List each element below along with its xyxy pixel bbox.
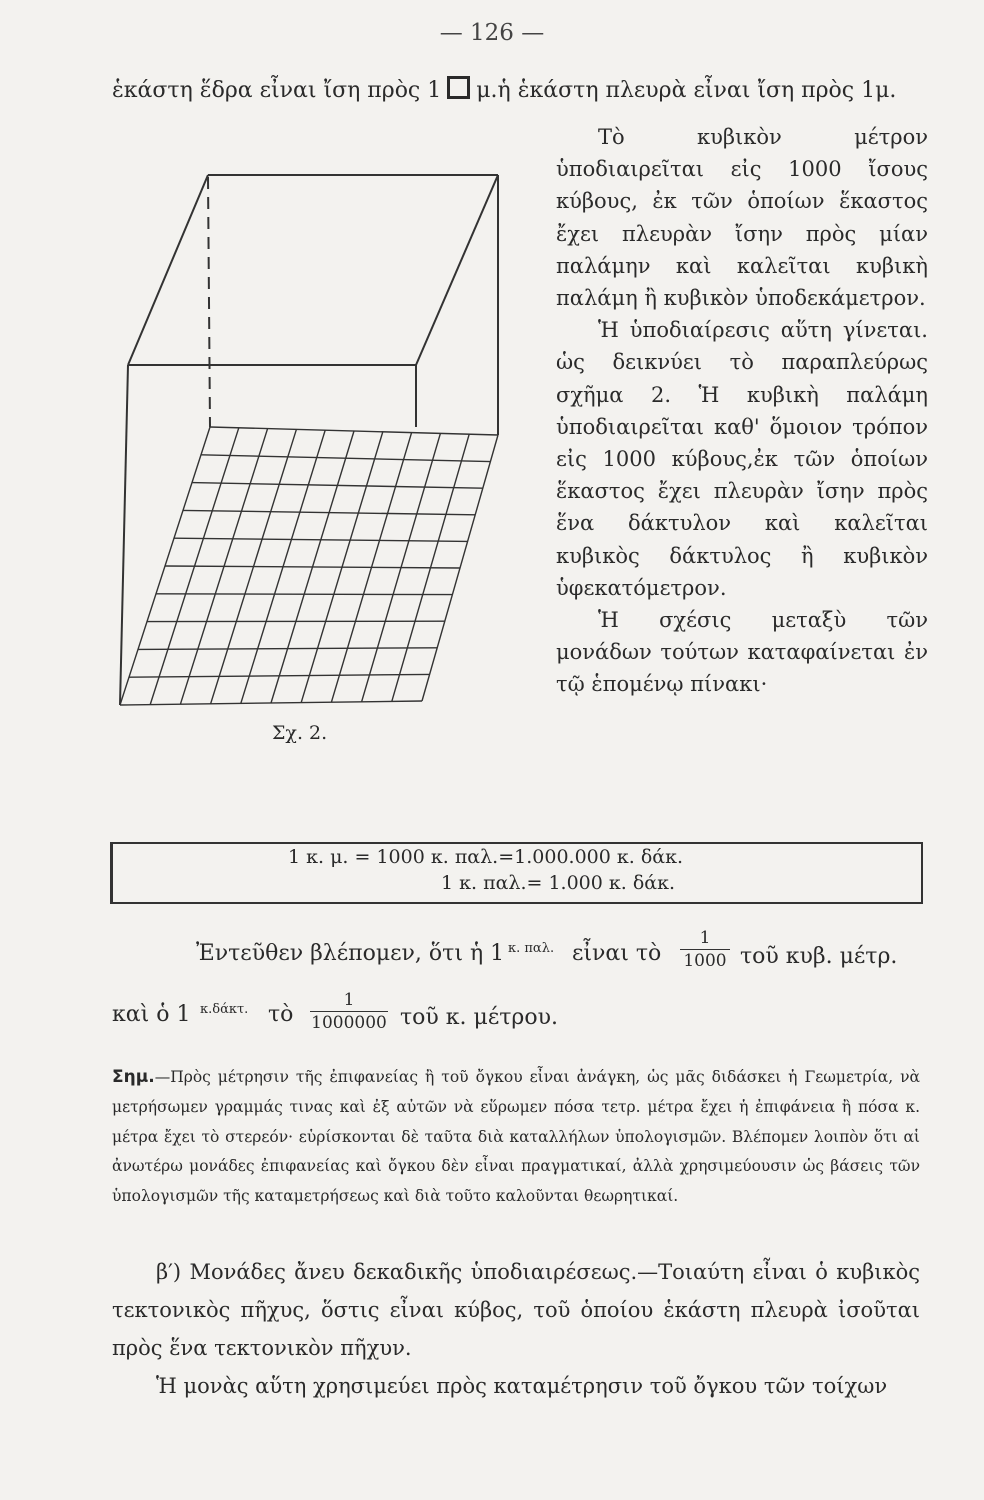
fraction-denominator: 1000 xyxy=(683,951,727,971)
note-label: Σημ. xyxy=(112,1067,155,1087)
fraction-bar xyxy=(310,1011,388,1012)
paragraph-1: Τὸ κυβικὸν μέτρον ὑποδιαιρεῖται εἰς 1000 ἴσους κύβους, ἐκ τῶν ὁποίων ἕκαστος ἔχει πλευρὰν ἴσην πρὸς μίαν παλάμην καὶ καλεῖται κυβικὴ παλάμη ἢ κυβικὸν ὑποδεκάμετρον. xyxy=(556,125,928,311)
fraction-numerator: 1 xyxy=(343,990,355,1010)
equation-2-suffix: τοῦ κ. μέτρου. xyxy=(400,1005,558,1030)
top-line-right: μ.ἡ ἑκάστη πλευρὰ εἶναι ἴση πρὸς 1μ. xyxy=(476,78,897,103)
cube-edge xyxy=(128,175,208,365)
paragraph-2: Ἡ ὑποδιαίρεσις αὕτη γίνεται. ὡς δεικνύει τὸ παραπλεύρως σχῆμα 2. Ἡ κυβικὴ παλάμη ὑποδιαιρεῖται καθ' ὅμοιον τρόπον εἰς 1000 κύβους,ἐκ τῶν ὁποίων ἕκαστος ἔχει πλευρὰν ἴσην πρὸς ἕνα δάκτυλον καὶ καλεῖται κυβικὸς δάκτυλος ἢ κυβικὸν ὑφεκατόμετρον. xyxy=(556,318,928,600)
equation-2-mid: τὸ xyxy=(268,1002,294,1027)
grid-row-line xyxy=(138,648,437,650)
equation-1-prefix: Ἐντεῦθεν βλέπομεν, ὅτι ἡ 1 xyxy=(196,941,505,966)
table-row-2: 1 κ. παλ.= 1.000 κ. δάκ. xyxy=(441,872,676,894)
equation-1-fraction xyxy=(680,928,730,971)
equation-2-unit: κ.δάκτ. xyxy=(200,1002,249,1017)
note-text: —Πρὸς μέτρησιν τῆς ἐπιφανείας ἢ τοῦ ὄγκου εἶναι ἀνάγκη, ὡς μᾶς διδάσκει ἡ Γεωμετρία, νὰ μετρήσωμεν γραμμάς τινας καὶ ἐξ αὐτῶν νὰ εὕρωμεν πόσα τετρ. μέτρα ἔχει ἡ ἐπιφάνεια ἢ πόσα κ. μέτρα ἔχει τὸ στερεόν· εὑρίσκονται δὲ ταῦτα διὰ καταλλήλων ὑπολογισμῶν. Βλέπομεν λοιπὸν ὅτι αἱ ἀνωτέρω μονάδες ἐπιφανείας καὶ ὄγκου δὲν εἶναι πραγματικαί, ἀλλὰ χρησιμεύουσιν ὡς βάσεις τῶν ὑπολογισμῶν τῆς καταμετρήσεως καὶ διὰ τοῦτο καλοῦνται θεωρητικαί. xyxy=(112,1068,920,1206)
square-symbol-icon xyxy=(447,76,470,99)
fraction-denominator: 1000000 xyxy=(311,1013,387,1033)
fraction-numerator: 1 xyxy=(699,928,711,948)
table-row-1: 1 κ. μ. = 1000 κ. παλ.=1.000.000 κ. δάκ. xyxy=(288,846,684,868)
right-column xyxy=(556,121,928,701)
section-paragraph-2: Ἡ μονὰς αὕτη χρησιμεύει πρὸς καταμέτρησιν τοῦ ὄγκου τῶν τοίχων xyxy=(156,1374,888,1398)
figure-caption: Σχ. 2. xyxy=(272,722,328,744)
paragraph-3: Ἡ σχέσις μεταξὺ τῶν μονάδων τούτων καταφαίνεται ἐν τῷ ἑπομένῳ πίνακι· xyxy=(556,608,928,697)
cube-grid-figure xyxy=(110,165,510,725)
grid-lines xyxy=(120,427,498,705)
top-line xyxy=(112,76,896,103)
equation-1-suffix: τοῦ κυβ. μέτρ. xyxy=(740,944,898,969)
equation-1-mid: εἶναι τὸ xyxy=(572,941,662,966)
equation-2-prefix: καὶ ὁ 1 xyxy=(112,1002,191,1027)
equation-1-unit: κ. παλ. xyxy=(508,941,555,956)
page-number: — 126 — xyxy=(439,20,545,46)
fraction-bar xyxy=(680,949,730,950)
section-paragraph-1: β′) Μονάδες ἄνευ δεκαδικῆς ὑποδιαιρέσεως.—Τοιαύτη εἶναι ὁ κυβικὸς τεκτονικὸς πῆχυς, ὅστις εἶναι κύβος, τοῦ ὁποίου ἑκάστη πλευρὰ ἰσοῦται πρὸς ἕνα τεκτονικὸν πῆχυν. xyxy=(112,1260,920,1360)
equation-2-fraction xyxy=(310,990,388,1033)
hidden-edge xyxy=(208,177,210,427)
top-line-left: ἑκάστη ἕδρα εἶναι ἴση πρὸς 1 xyxy=(112,78,442,103)
units-table xyxy=(110,842,923,904)
section-b xyxy=(112,1253,920,1405)
cube-edge xyxy=(416,175,498,365)
cube-edge xyxy=(120,365,128,705)
footnote xyxy=(112,1063,920,1212)
grid-row-line xyxy=(156,594,452,595)
